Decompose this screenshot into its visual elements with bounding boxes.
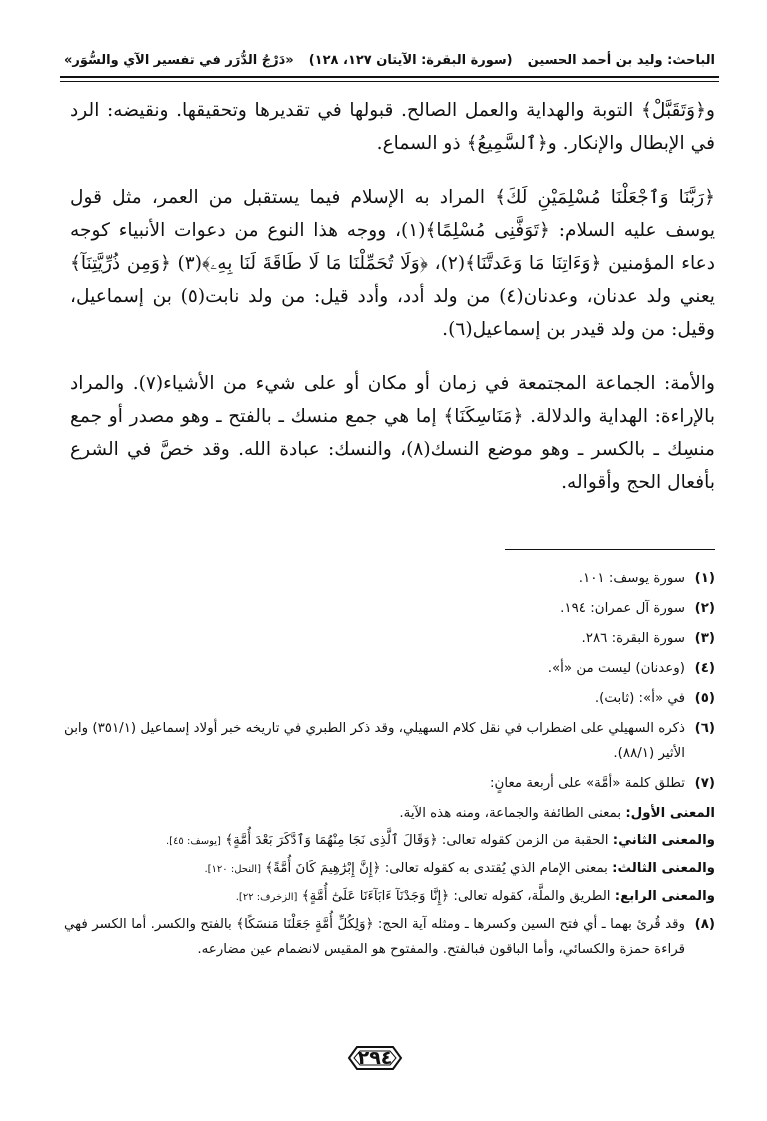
- footnote-number: (٢): [694, 601, 715, 616]
- verse-reference: [يوسف: ٤٥].: [165, 836, 221, 847]
- footnote-text: ذكره السهيلي على اضطراب في نقل كلام السهيلي، وقد ذكر الطبري في تاريخه خبر أولاد إسماعيل (٣٥١/١) وابن الأثير (٨٨/١).: [64, 721, 685, 761]
- footnote: [64, 566, 715, 591]
- header-book-title: «دَرْجُ الدُّرَر في تفسير الآي والسُّوَر»: [64, 52, 294, 68]
- footnote: [64, 596, 715, 621]
- footnote: [64, 686, 715, 711]
- footnote: [64, 771, 715, 796]
- running-header: [64, 44, 715, 76]
- footnote-text: تطلق كلمة «أمَّة» على أربعة معانٍ:: [490, 776, 685, 791]
- verse-reference: [الزخرف: ٢٢].: [235, 892, 298, 903]
- footnote-number: (١): [694, 571, 715, 586]
- main-text: [70, 94, 715, 520]
- footnote-text: سورة يوسف: ١٠١.: [578, 571, 685, 586]
- meaning-text: بمعنى الطائفة والجماعة، ومنه هذه الآية.: [399, 806, 626, 821]
- footnote-number: (٥): [694, 691, 715, 706]
- footnote-text: سورة آل عمران: ١٩٤.: [560, 601, 685, 616]
- header-author: الباحث: وليد بن أحمد الحسين: [527, 52, 715, 68]
- header-divider: [60, 76, 719, 82]
- footnote-number: (٦): [694, 721, 715, 736]
- footnote-number: (٧): [694, 776, 715, 791]
- footnote: [64, 656, 715, 681]
- footnote: [64, 912, 715, 962]
- meaning-item: [64, 801, 715, 826]
- meaning-item: [64, 856, 715, 882]
- meaning-label: والمعنى الثالث:: [612, 861, 715, 876]
- footnote-text: في «أ»: (ثابت).: [594, 691, 685, 706]
- meaning-text: بمعنى الإمام الذي يُقتدى به كقوله تعالى: ﴿إِنَّ إِبْرَٰهِيمَ كَانَ أُمَّةً﴾: [265, 861, 613, 876]
- meaning-label: والمعنى الثاني:: [612, 833, 715, 848]
- footnote: [64, 626, 715, 651]
- footnote-number: (٤): [694, 661, 715, 676]
- paragraph-2: ﴿رَبَّنَا وَٱجْعَلْنَا مُسْلِمَيْنِ لَكَ﴾ المراد به الإسلام فيما يستقبل من العمر، مثل قول يوسف عليه السلام: ﴿تَوَفَّنِى مُسْلِمًا﴾(١)، ووجه هذا النوع من دعوات الأنبياء كوجه دعاء المؤمنين ﴿وَءَاتِنَا مَا وَعَدتَّنَا﴾(٢)، ﴿وَلَا تُحَمِّلْنَا مَا لَا طَاقَةَ لَنَا بِهِۦ﴾(٣) ﴿وَمِن ذُرِّيَّتِنَآ﴾ يعني ولد عدنان، وعدنان(٤) من ولد أدد، وأدد قيل: من ولد نابت(٥) بن إسماعيل، وقيل: من ولد قيدر بن إسماعيل(٦).: [70, 187, 716, 340]
- footnote: [64, 716, 715, 766]
- paragraph-1: و﴿وَتَقَبَّلْ﴾ التوبة والهداية والعمل الصالح. قبولها في تقديرها وتحقيقها. ونقيضه: الرد في الإبطال والإنكار. و﴿ٱلسَّمِيعُ﴾ ذو السماع.: [70, 100, 715, 154]
- footnote-number: (٨): [694, 917, 715, 932]
- page-number-text: ٢٩٤: [357, 1047, 393, 1069]
- footnotes-divider: [505, 549, 715, 550]
- meaning-text: الطريق والملَّة، كقوله تعالى: ﴿إِنَّا وَجَدْنَآ ءَابَآءَنَا عَلَىٰٓ أُمَّةٍ﴾: [301, 889, 615, 904]
- page-number: [345, 1043, 405, 1073]
- meaning-text: الحقبة من الزمن كقوله تعالى: ﴿وَقَالَ ٱلَّذِى نَجَا مِنْهُمَا وَٱدَّكَرَ بَعْدَ أُمَّةٍ﴾: [225, 833, 613, 848]
- verse-reference: [النحل: ١٢٠].: [204, 864, 261, 875]
- footnote-text: (وعدنان) ليست من «أ».: [547, 661, 685, 676]
- footnote-number: (٣): [694, 631, 715, 646]
- header-surah-ref: (سورة البقرة: الآيتان ١٢٧، ١٢٨): [308, 52, 513, 68]
- footnote-text: وقد قُرئ بهما ـ أي فتح السين وكسرها ـ ومثله آية الحج: ﴿وَلِكُلِّ أُمَّةٍ جَعَلْنَا مَنسَكًا﴾ بالفتح والكسر. أما الكسر فهي قراءة حمزة والكسائي، وأما الباقون فبالفتح. والمفتوح هو المقيس لانضمام عين مضارعه.: [64, 917, 685, 957]
- paragraph-3: والأمة: الجماعة المجتمعة في زمان أو مكان أو على شيء من الأشياء(٧). والمراد بالإراءة: الهداية والدلالة. ﴿مَنَاسِكَنَا﴾ إما هي جمع منسك ـ بالفتح ـ وهو مصدر أو جمع منسِك ـ بالكسر ـ وهو موضع النسك(٨)، والنسك: عبادة الله. وقد خصَّ في الشرع بأفعال الحج وأقواله.: [70, 373, 715, 493]
- meaning-item: [64, 828, 715, 854]
- footnotes: [64, 566, 715, 967]
- meaning-label: والمعنى الرابع:: [614, 889, 715, 904]
- footnote-text: سورة البقرة: ٢٨٦.: [581, 631, 685, 646]
- meaning-label: المعنى الأول:: [625, 806, 715, 821]
- meaning-item: [64, 884, 715, 910]
